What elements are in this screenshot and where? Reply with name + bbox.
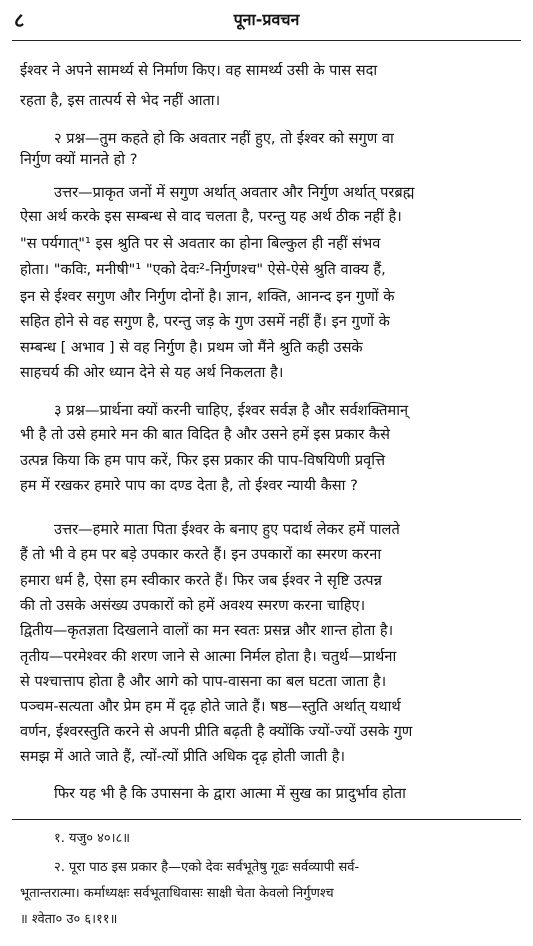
text-line: साहचर्य की ओर ध्यान देने से यह अर्थ निकलता है।: [20, 364, 284, 381]
text-line: वर्णन, ईश्वरस्तुति करने से अपनी प्रीति बढ़ती है क्योंकि ज्यों-ज्यों उसके गुण: [20, 723, 413, 740]
text-line: उत्तर—प्राकृत जनों में सगुण अर्थात् अवतार और निर्गुण अर्थात् परब्रह्म: [54, 184, 415, 201]
text-line: इन से ईश्वर सगुण और निर्गुण दोनों है। ज्ञान, शक्ति, आनन्द इन गुणों के: [20, 288, 395, 305]
text-line: समझ में आते जाते हैं, त्यों-त्यों प्रीति अधिक दृढ़ होती जाती है।: [20, 748, 346, 765]
page-number: ८: [14, 8, 25, 32]
text-line: सम्बन्ध [ अभाव ] से वह निर्गुण है। प्रथम जो मैंने श्रुति कही उसके: [20, 339, 363, 356]
header-rule: [12, 40, 521, 41]
footnote-continuation: ॥ श्वेता० उ० ६।११॥: [20, 912, 118, 927]
text-line: से पश्चात्ताप होता है और आगे को पाप-वासना का बल घटता जाता है।: [20, 673, 387, 690]
footnote-continuation: भूतान्तरात्मा। कर्माध्यक्षः सर्वभूताधिवासः साक्षी चेता केवलो निर्गुणश्च: [20, 886, 334, 901]
text-line: भी है तो उसे हमारे मन की बात विदित है और उसने हमें इस प्रकार कैसे: [20, 426, 390, 443]
text-line: ईश्वर ने अपने सामर्थ्य से निर्माण किए। वह सामर्थ्य उसी के पास सदा: [20, 62, 378, 79]
running-title: पूना-प्रवचन: [233, 10, 300, 29]
text-line: हमारा धर्म है, ऐसा हम स्वीकार करते हैं। फिर जब ईश्वर ने सृष्टि उत्पन्न: [20, 572, 382, 589]
text-line: उत्तर—हमारे माता पिता ईश्वर के बनाए हुए पदार्थ लेकर हमें पालते: [54, 521, 400, 538]
text-line: "स पर्यगात्"¹ इस श्रुति पर से अवतार का होना बिल्कुल ही नहीं संभव: [20, 235, 381, 252]
text-line: रहता है, इस तात्पर्य से भेद नहीं आता।: [20, 92, 221, 109]
text-line: तृतीय—परमेश्वर की शरण जाने से आत्मा निर्मल होता है। चतुर्थ—प्रार्थना: [20, 648, 397, 665]
text-line: फिर यह भी है कि उपासना के द्वारा आत्मा में सुख का प्रादुर्भाव होता: [54, 785, 406, 802]
text-line: हैं तो भी वे हम पर बड़े उपकार करते हैं। इन उपकारों का स्मरण करना: [20, 546, 382, 563]
footnote-rule: [12, 819, 521, 820]
page-header: [0, 4, 533, 44]
text-line: पञ्चम-सत्यता और प्रेम हम में दृढ़ होते जाते हैं। षष्ठ—स्तुति अर्थात् यथार्थ: [20, 698, 401, 715]
text-line: निर्गुण क्यों मानते हो ?: [20, 151, 138, 168]
footnote: १. यजु० ४०।८॥: [54, 831, 131, 846]
text-line: ३ प्रश्न—प्रार्थना क्यों करनी चाहिए, ईश्वर सर्वज्ञ है और सर्वशक्तिमान्: [54, 402, 409, 419]
text-line: उत्पन्न किया कि हम पाप करें, फिर इस प्रकार की पाप-विषयिणी प्रवृत्ति: [20, 452, 386, 469]
text-line: सहित होने से वह सगुण है, परन्तु जड़ के गुण उसमें नहीं हैं। इन गुणों के: [20, 313, 390, 330]
footnote: २. पूरा पाठ इस प्रकार है—एको देवः सर्वभूतेषु गूढः सर्वव्यापी सर्व-: [54, 860, 360, 875]
text-line: होता। "कविः, मनीषी"¹ "एको देवः²-निर्गुणश्च" ऐसे-ऐसे श्रुति वाक्य हैं,: [20, 261, 386, 278]
text-line: द्वितीय—कृतज्ञता दिखलाने वालों का मन स्वतः प्रसन्न और शान्त होता है।: [20, 622, 394, 639]
text-line: हम में रखकर हमारे पाप का दण्ड देता है, तो ईश्वर न्यायी कैसा ?: [20, 477, 358, 494]
text-line: २ प्रश्न—तुम कहते हो कि अवतार नहीं हुए, तो ईश्वर को सगुण वा: [54, 130, 394, 147]
text-line: की तो उसके असंख्य उपकारों को हमें अवश्य स्मरण करना चाहिए।: [20, 597, 366, 614]
text-line: ऐसा अर्थ करके इस सम्बन्ध से वाद चलता है, परन्तु यह अर्थ ठीक नहीं है।: [20, 208, 402, 225]
